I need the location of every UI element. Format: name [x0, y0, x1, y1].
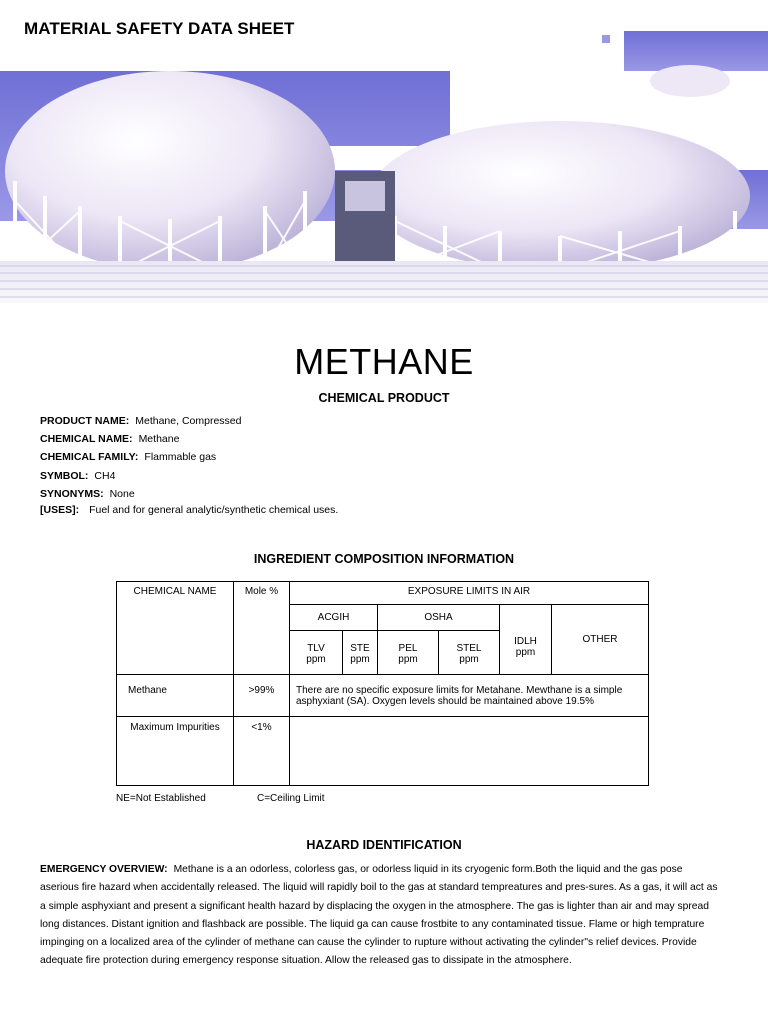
tlv-label: TLV — [307, 643, 325, 654]
gas-storage-banner-image — [0, 31, 768, 303]
overview-text: Methane is a an odorless, colorless gas, or odorless liquid in its cryogenic form.Both the liquid and the gas pose aserious fire hazard when accidentally released. The liquid will rapidly boil to the gas at standard tempreatures and pres-sures. As a gas, it will act as a simple asphyxiant and present a significant health hazard by displacing the oxygen in the atmosphere. The gas is lighter than air and may spread long distances. Distant ignition and flashback are possible. The liquid ga can cause frostbite to any contaminated tissue. Flame or high temprature impinging on a localized area of the cylinder of methane can cause the cylinder to rupture without activating the cylinder"s relief devices. Provide adequate fire protection during emergency response situation. Allow the released gas to dissipate in the atmosphere. — [40, 864, 718, 967]
page-title: METHANE — [294, 341, 474, 382]
idlh-label: IDLH — [514, 635, 537, 647]
ingredient-table — [116, 581, 649, 786]
field-label: CHEMICAL NAME: — [40, 433, 133, 445]
table-row — [117, 675, 649, 717]
ste-label: STE — [350, 643, 370, 654]
tlv-unit: ppm — [306, 654, 326, 665]
header-pel — [378, 631, 439, 675]
header-acgih: ACGIH — [290, 605, 378, 631]
hazard-heading: HAZARD IDENTIFICATION — [306, 838, 462, 852]
header-other: OTHER — [552, 605, 649, 675]
field-label: SYNONYMS: — [40, 488, 104, 500]
field-value: Methane — [138, 433, 180, 445]
header-osha: OSHA — [378, 605, 500, 631]
row-exposure-note: There are no specific exposure limits for Metahane. Mewthane is a simple asphyxiant (SA). Oxygen levels should be maintained above 19.5% — [290, 675, 649, 717]
header-stel — [439, 631, 500, 675]
symbol-field — [40, 470, 115, 482]
idlh-unit: ppm — [515, 646, 536, 658]
chemical-name-field — [40, 433, 179, 445]
field-value: CH4 — [94, 470, 116, 482]
chemical-product-heading: CHEMICAL PRODUCT — [318, 391, 450, 405]
header-idlh — [500, 605, 552, 675]
field-value: Flammable gas — [144, 451, 217, 463]
row-mole-percent: >99% — [234, 675, 290, 717]
field-value: None — [109, 488, 135, 500]
header-chemical-name: CHEMICAL NAME — [117, 582, 234, 675]
stel-label: STEL — [456, 643, 482, 654]
field-label: SYMBOL: — [40, 470, 89, 482]
stel-unit: ppm — [459, 654, 479, 665]
legend-not-established: NE=Not Established — [116, 793, 206, 804]
header-mole-percent: Mole % — [234, 582, 290, 675]
product-name-field — [40, 415, 241, 427]
row-chemical-name: Maximum Impurities — [117, 717, 234, 786]
emergency-overview — [40, 861, 720, 971]
field-label: PRODUCT NAME: — [40, 415, 130, 427]
row-mole-percent: <1% — [234, 717, 290, 786]
row-exposure-note — [290, 717, 649, 786]
field-value: Methane, Compressed — [135, 415, 242, 427]
legend-ceiling-limit: C=Ceiling Limit — [257, 793, 325, 804]
field-label: [USES]: — [40, 504, 80, 516]
table-row — [117, 717, 649, 786]
row-chemical-name: Methane — [117, 675, 234, 717]
uses-field — [40, 504, 338, 516]
ste-unit: ppm — [350, 654, 370, 665]
header-exposure-limits: EXPOSURE LIMITS IN AIR — [290, 582, 649, 605]
pel-label: PEL — [398, 643, 418, 654]
field-value: Fuel and for general analytic/synthetic chemical uses. — [89, 504, 339, 516]
chemical-family-field — [40, 451, 216, 463]
pel-unit: ppm — [398, 654, 418, 665]
document-header: MATERIAL SAFETY DATA SHEET — [24, 19, 295, 38]
synonyms-field — [40, 488, 135, 500]
overview-label: EMERGENCY OVERVIEW: — [40, 864, 168, 875]
header-tlv — [290, 631, 343, 675]
ingredients-heading: INGREDIENT COMPOSITION INFORMATION — [253, 552, 515, 566]
field-label: CHEMICAL FAMILY: — [40, 451, 139, 463]
header-ste — [343, 631, 378, 675]
